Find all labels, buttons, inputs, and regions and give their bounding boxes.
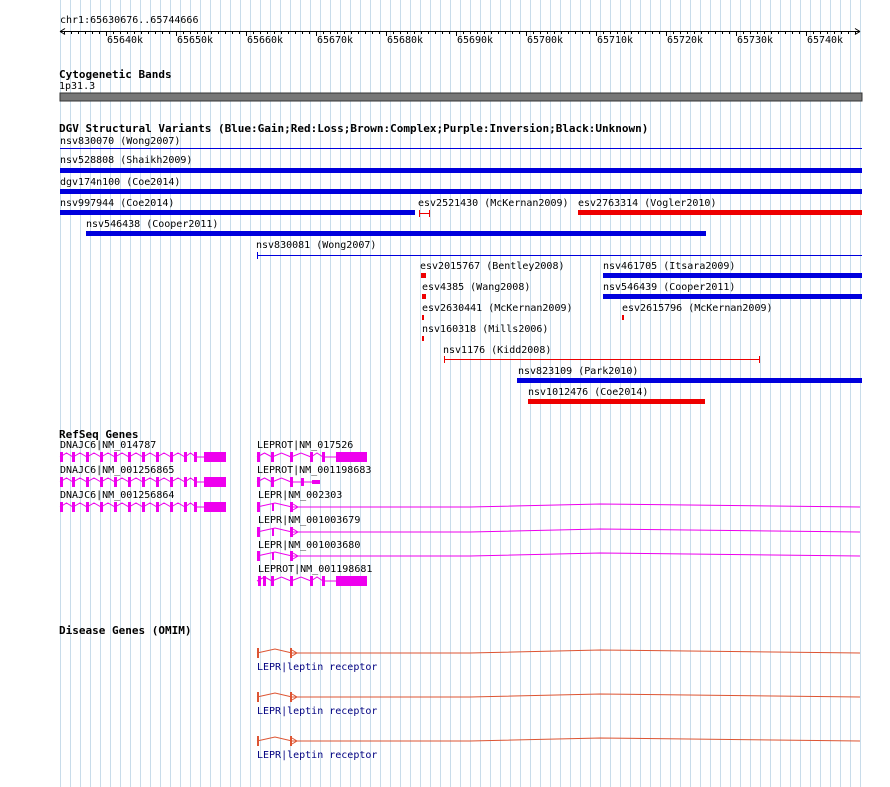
gene-exon — [156, 477, 159, 487]
cytoband-label: 1p31.3 — [59, 81, 96, 92]
gene-exon — [257, 477, 260, 487]
gene-exon — [100, 477, 103, 487]
sv-label-nsv830081[interactable]: nsv830081 (Wong2007) — [256, 240, 377, 251]
ruler-location: chr1:65630676..65744666 — [60, 15, 199, 26]
gene-exon — [272, 528, 274, 536]
gene-exon — [322, 576, 325, 586]
gene-label-leprot-nm001198681[interactable]: LEPROT|NM_001198681 — [258, 564, 373, 575]
ruler-tick-label: 65640k — [106, 35, 144, 46]
gene-exon — [170, 477, 173, 487]
omim-gene-lepr-1 — [257, 648, 860, 658]
sv-label-nsv997944[interactable]: nsv997944 (Coe2014) — [60, 198, 175, 209]
omim-label-1[interactable]: LEPR|leptin receptor — [257, 662, 378, 673]
gene-exon — [310, 576, 313, 586]
cytoband-bar — [60, 93, 862, 101]
gene-label-leprot-nm001198683[interactable]: LEPROT|NM_001198683 — [257, 465, 372, 476]
omim-gene-lepr-2 — [257, 692, 860, 702]
gene-exon — [184, 452, 187, 462]
gene-label-lepr-nm001003680[interactable]: LEPR|NM_001003680 — [258, 540, 361, 551]
gene-exon — [312, 480, 320, 484]
gene-dnajc6-nm014787 — [60, 452, 226, 462]
gene-intron — [257, 528, 860, 532]
sv-bar-esv4385 — [422, 294, 426, 299]
omim-exon — [257, 648, 259, 658]
sv-label-esv2763314[interactable]: esv2763314 (Vogler2010) — [578, 198, 717, 209]
gene-exon — [156, 502, 159, 512]
gene-leprot-nm017526 — [257, 452, 367, 462]
gene-exon — [100, 452, 103, 462]
sv-label-esv2630441[interactable]: esv2630441 (McKernan2009) — [422, 303, 573, 314]
gene-exon — [290, 477, 293, 487]
gene-exon — [100, 502, 103, 512]
omim-exon — [290, 648, 292, 658]
sv-bar-esv2630441 — [422, 315, 424, 320]
sv-bar-nsv546438 — [86, 231, 706, 236]
gene-intron — [257, 552, 860, 556]
gene-exon — [336, 452, 367, 462]
gene-exon — [290, 502, 293, 512]
gene-exon — [60, 452, 63, 462]
gene-exon — [86, 502, 89, 512]
gene-exon — [156, 452, 159, 462]
gene-intron — [257, 478, 320, 482]
gene-exon — [72, 477, 75, 487]
gene-exon — [290, 551, 293, 561]
sv-label-esv4385[interactable]: esv4385 (Wang2008) — [422, 282, 531, 293]
sv-label-nsv1176[interactable]: nsv1176 (Kidd2008) — [443, 345, 552, 356]
gene-lepr-nm001003679 — [257, 527, 860, 537]
sv-bar-nsv823109 — [517, 378, 862, 383]
gene-label-dnajc6-nm001256865[interactable]: DNAJC6|NM_001256865 — [60, 465, 175, 476]
gene-exon — [301, 478, 304, 486]
gene-exon — [290, 452, 293, 462]
omim-intron — [257, 649, 860, 653]
gene-exon — [170, 502, 173, 512]
sv-label-nsv160318[interactable]: nsv160318 (Mills2006) — [422, 324, 549, 335]
gene-exon — [128, 477, 131, 487]
omim-track-title: Disease Genes (OMIM) — [59, 624, 192, 637]
ruler-tick-label: 65680k — [386, 35, 424, 46]
gene-exon — [271, 576, 274, 586]
omim-label-2[interactable]: LEPR|leptin receptor — [257, 706, 378, 717]
omim-exon — [257, 736, 259, 746]
sv-bar-nsv546439 — [603, 294, 862, 299]
gene-exon — [114, 502, 117, 512]
gene-exon — [60, 477, 63, 487]
gene-exon — [114, 452, 117, 462]
gene-label-leprot-nm017526[interactable]: LEPROT|NM_017526 — [257, 440, 354, 451]
sv-label-nsv461705[interactable]: nsv461705 (Itsara2009) — [603, 261, 736, 272]
sv-bar-nsv997944 — [60, 210, 415, 215]
sv-label-nsv546439[interactable]: nsv546439 (Cooper2011) — [603, 282, 736, 293]
dgv-track-title: DGV Structural Variants (Blue:Gain;Red:Loss;Brown:Complex;Purple:Inversion;Black:Unknown) — [59, 122, 649, 135]
gene-exon — [194, 477, 197, 487]
gene-label-dnajc6-nm014787[interactable]: DNAJC6|NM_014787 — [60, 440, 157, 451]
gene-exon — [263, 576, 266, 586]
gene-exon — [86, 477, 89, 487]
cytoband-track-title: Cytogenetic Bands — [59, 68, 172, 81]
gene-exon — [257, 527, 260, 537]
gene-label-dnajc6-nm001256864[interactable]: DNAJC6|NM_001256864 — [60, 490, 175, 501]
gene-exon — [194, 502, 197, 512]
sv-label-nsv823109[interactable]: nsv823109 (Park2010) — [518, 366, 639, 377]
sv-bar-esv2763314 — [578, 210, 862, 215]
omim-label-3[interactable]: LEPR|leptin receptor — [257, 750, 378, 761]
gene-exon — [128, 502, 131, 512]
gene-exon — [86, 452, 89, 462]
sv-label-nsv528808[interactable]: nsv528808 (Shaikh2009) — [60, 155, 193, 166]
gene-exon — [128, 452, 131, 462]
omim-exon — [290, 736, 292, 746]
gene-dnajc6-nm001256865 — [60, 477, 226, 487]
omim-exon — [290, 692, 292, 702]
sv-bar-esv2015767 — [421, 273, 426, 278]
sv-label-dgv174n100[interactable]: dgv174n100 (Coe2014) — [60, 177, 181, 188]
refseq-track-title: RefSeq Genes — [59, 428, 139, 441]
gene-exon — [170, 452, 173, 462]
gene-exon — [114, 477, 117, 487]
gene-exon — [257, 502, 260, 512]
ruler-tick-label: 65720k — [666, 35, 704, 46]
gene-exon — [322, 452, 325, 462]
gene-exon — [184, 502, 187, 512]
gene-exon — [72, 502, 75, 512]
ruler-tick-label: 65650k — [176, 35, 214, 46]
gene-exon — [204, 477, 226, 487]
gene-exon — [257, 551, 260, 561]
gene-exon — [184, 477, 187, 487]
sv-label-esv2015767[interactable]: esv2015767 (Bentley2008) — [420, 261, 565, 272]
sv-label-nsv546438[interactable]: nsv546438 (Cooper2011) — [86, 219, 219, 230]
gene-exon — [60, 502, 63, 512]
gene-exon — [142, 502, 145, 512]
gene-exon — [272, 552, 274, 560]
ruler-tick-label: 65740k — [806, 35, 844, 46]
sv-label-nsv830070[interactable]: nsv830070 (Wong2007) — [60, 136, 181, 147]
gene-exon — [204, 452, 226, 462]
gene-leprot-nm001198681 — [257, 576, 367, 586]
ruler-tick-label: 65670k — [316, 35, 354, 46]
ruler-tick-label: 65730k — [736, 35, 774, 46]
sv-bar-nsv830070 — [60, 148, 862, 149]
omim-gene-lepr-3 — [257, 736, 860, 746]
sv-bar-nsv461705 — [603, 273, 862, 278]
gene-exon — [258, 576, 261, 586]
ruler-tick-label: 65710k — [596, 35, 634, 46]
gene-exon — [290, 576, 293, 586]
gene-leprot-nm001198683 — [257, 477, 320, 487]
omim-intron — [257, 737, 860, 741]
sv-bar-nsv160318 — [422, 336, 424, 341]
sv-bar-nsv528808 — [60, 168, 862, 173]
gene-exon — [142, 477, 145, 487]
gene-intron — [257, 503, 860, 507]
omim-exon — [257, 692, 259, 702]
sv-bar-esv2615796 — [622, 315, 624, 320]
gene-exon — [142, 452, 145, 462]
sv-bar-dgv174n100 — [60, 189, 862, 194]
gene-lepr-nm001003680 — [257, 551, 860, 561]
gene-exon — [271, 452, 274, 462]
gene-exon — [272, 503, 274, 511]
gene-label-lepr-nm001003679[interactable]: LEPR|NM_001003679 — [258, 515, 361, 526]
gene-exon — [290, 527, 293, 537]
ruler-tick-label: 65700k — [526, 35, 564, 46]
gene-lepr-nm002303 — [257, 502, 860, 512]
sv-label-nsv1012476[interactable]: nsv1012476 (Coe2014) — [528, 387, 649, 398]
gene-exon — [310, 452, 313, 462]
sv-label-esv2521430[interactable]: esv2521430 (McKernan2009) — [418, 198, 569, 209]
gene-exon — [336, 576, 367, 586]
gene-label-lepr-nm002303[interactable]: LEPR|NM_002303 — [258, 490, 343, 501]
ruler-tick-label: 65660k — [246, 35, 284, 46]
omim-intron — [257, 693, 860, 697]
ruler-tick-label: 65690k — [456, 35, 494, 46]
gene-exon — [194, 452, 197, 462]
gene-exon — [271, 477, 274, 487]
gene-exon — [72, 452, 75, 462]
gene-dnajc6-nm001256864 — [60, 502, 226, 512]
sv-label-esv2615796[interactable]: esv2615796 (McKernan2009) — [622, 303, 773, 314]
gene-exon — [257, 452, 260, 462]
gene-exon — [204, 502, 226, 512]
sv-bar-nsv1012476 — [528, 399, 705, 404]
